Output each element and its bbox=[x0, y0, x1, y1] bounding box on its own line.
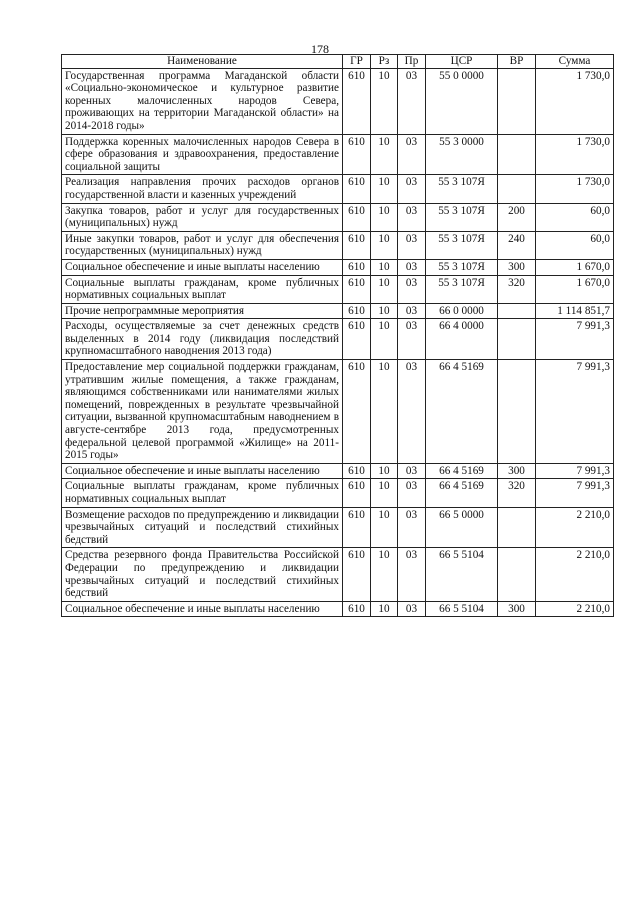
table-row bbox=[62, 601, 614, 617]
cell-name: Реализация направления прочих расходов органов государственной власти и казенных учреждений bbox=[62, 175, 343, 203]
cell-pr: 03 bbox=[398, 319, 426, 360]
cell-gr: 610 bbox=[343, 479, 371, 507]
cell-rz: 10 bbox=[371, 203, 398, 231]
cell-vr bbox=[498, 507, 536, 548]
cell-pr: 03 bbox=[398, 463, 426, 479]
cell-csr: 55 3 0000 bbox=[426, 134, 498, 175]
cell-name: Поддержка коренных малочисленных народов Севера в сфере образования и здравоохранения, предоставление социальной защиты bbox=[62, 134, 343, 175]
cell-sum: 2 210,0 bbox=[536, 507, 614, 548]
cell-gr: 610 bbox=[343, 360, 371, 464]
cell-gr: 610 bbox=[343, 175, 371, 203]
cell-pr: 03 bbox=[398, 134, 426, 175]
table-row bbox=[62, 360, 614, 464]
table-row bbox=[62, 463, 614, 479]
table-row bbox=[62, 203, 614, 231]
cell-rz: 10 bbox=[371, 360, 398, 464]
cell-name: Иные закупки товаров, работ и услуг для обеспечения государственных (муниципальных) нужд bbox=[62, 231, 343, 259]
cell-gr: 610 bbox=[343, 275, 371, 303]
table-row bbox=[62, 507, 614, 548]
cell-pr: 03 bbox=[398, 479, 426, 507]
cell-sum: 7 991,3 bbox=[536, 360, 614, 464]
header-gr: ГР bbox=[343, 55, 371, 69]
header-vr: ВР bbox=[498, 55, 536, 69]
cell-name: Социальные выплаты гражданам, кроме публичных нормативных социальных выплат bbox=[62, 275, 343, 303]
cell-sum: 60,0 bbox=[536, 203, 614, 231]
cell-csr: 55 3 107Я bbox=[426, 231, 498, 259]
cell-vr: 300 bbox=[498, 601, 536, 617]
table-row bbox=[62, 319, 614, 360]
cell-gr: 610 bbox=[343, 134, 371, 175]
table-row bbox=[62, 175, 614, 203]
cell-name: Средства резервного фонда Правительства Российской Федерации по предупреждению и ликвидации чрезвычайных ситуаций и последствий стихийных бедствий bbox=[62, 548, 343, 601]
cell-rz: 10 bbox=[371, 134, 398, 175]
cell-vr: 240 bbox=[498, 231, 536, 259]
cell-vr bbox=[498, 319, 536, 360]
cell-csr: 55 3 107Я bbox=[426, 275, 498, 303]
cell-gr: 610 bbox=[343, 203, 371, 231]
table-body bbox=[62, 68, 614, 617]
cell-gr: 610 bbox=[343, 548, 371, 601]
cell-gr: 610 bbox=[343, 601, 371, 617]
cell-csr: 66 5 0000 bbox=[426, 507, 498, 548]
cell-pr: 03 bbox=[398, 68, 426, 134]
cell-rz: 10 bbox=[371, 303, 398, 319]
cell-sum: 1 730,0 bbox=[536, 68, 614, 134]
table-row bbox=[62, 479, 614, 507]
cell-sum: 1 730,0 bbox=[536, 134, 614, 175]
cell-csr: 55 3 107Я bbox=[426, 175, 498, 203]
cell-vr bbox=[498, 134, 536, 175]
cell-rz: 10 bbox=[371, 319, 398, 360]
cell-vr: 200 bbox=[498, 203, 536, 231]
cell-vr bbox=[498, 303, 536, 319]
cell-rz: 10 bbox=[371, 175, 398, 203]
cell-vr bbox=[498, 68, 536, 134]
cell-pr: 03 bbox=[398, 601, 426, 617]
cell-csr: 66 5 5104 bbox=[426, 601, 498, 617]
cell-rz: 10 bbox=[371, 231, 398, 259]
cell-rz: 10 bbox=[371, 548, 398, 601]
cell-pr: 03 bbox=[398, 275, 426, 303]
cell-csr: 66 4 5169 bbox=[426, 360, 498, 464]
cell-rz: 10 bbox=[371, 463, 398, 479]
table-row bbox=[62, 231, 614, 259]
cell-csr: 66 4 5169 bbox=[426, 479, 498, 507]
cell-vr: 320 bbox=[498, 275, 536, 303]
cell-csr: 66 4 5169 bbox=[426, 463, 498, 479]
cell-name: Социальные выплаты гражданам, кроме публичных нормативных социальных выплат bbox=[62, 479, 343, 507]
cell-csr: 55 3 107Я bbox=[426, 259, 498, 275]
cell-name: Предоставление мер социальной поддержки гражданам, утратившим жилые помещения, а также гражданам, являющимся собственниками или нанимателями жилых помещений, поврежденных в результате чрезвычайной ситуации, вызванной крупномасштабным наводнением в августе-сентябре 2013 года, предусмотренных федеральной целевой программой «Жилище» на 2011-2015 годы» bbox=[62, 360, 343, 464]
cell-sum: 1 670,0 bbox=[536, 259, 614, 275]
cell-rz: 10 bbox=[371, 275, 398, 303]
header-csr: ЦСР bbox=[426, 55, 498, 69]
cell-csr: 55 3 107Я bbox=[426, 203, 498, 231]
budget-table bbox=[61, 54, 614, 617]
cell-csr: 66 5 5104 bbox=[426, 548, 498, 601]
cell-vr bbox=[498, 548, 536, 601]
cell-sum: 7 991,3 bbox=[536, 319, 614, 360]
cell-pr: 03 bbox=[398, 203, 426, 231]
cell-csr: 55 0 0000 bbox=[426, 68, 498, 134]
table-header-row bbox=[62, 55, 614, 69]
cell-name: Государственная программа Магаданской области «Социально-экономическое и культурное развитие коренных малочисленных народов Севера, проживающих на территории Магаданской области» на 2014-2018 годы» bbox=[62, 68, 343, 134]
cell-pr: 03 bbox=[398, 259, 426, 275]
cell-name: Прочие непрограммные мероприятия bbox=[62, 303, 343, 319]
cell-gr: 610 bbox=[343, 231, 371, 259]
page-number: 178 bbox=[311, 42, 329, 56]
cell-vr: 300 bbox=[498, 463, 536, 479]
cell-gr: 610 bbox=[343, 303, 371, 319]
table-row bbox=[62, 134, 614, 175]
cell-name: Расходы, осуществляемые за счет денежных средств выделенных в 2014 году (ликвидация последствий крупномасштабного наводнения 2013 года) bbox=[62, 319, 343, 360]
cell-rz: 10 bbox=[371, 601, 398, 617]
cell-pr: 03 bbox=[398, 507, 426, 548]
table-row bbox=[62, 275, 614, 303]
cell-rz: 10 bbox=[371, 479, 398, 507]
cell-pr: 03 bbox=[398, 175, 426, 203]
header-name: Наименование bbox=[62, 55, 343, 69]
cell-gr: 610 bbox=[343, 68, 371, 134]
cell-vr: 300 bbox=[498, 259, 536, 275]
cell-gr: 610 bbox=[343, 319, 371, 360]
cell-name: Социальное обеспечение и иные выплаты населению bbox=[62, 601, 343, 617]
cell-sum: 1 114 851,7 bbox=[536, 303, 614, 319]
header-sum: Сумма bbox=[536, 55, 614, 69]
table-row bbox=[62, 548, 614, 601]
header-pr: Пр bbox=[398, 55, 426, 69]
cell-name: Социальное обеспечение и иные выплаты населению bbox=[62, 259, 343, 275]
cell-pr: 03 bbox=[398, 231, 426, 259]
cell-csr: 66 0 0000 bbox=[426, 303, 498, 319]
cell-pr: 03 bbox=[398, 303, 426, 319]
cell-rz: 10 bbox=[371, 507, 398, 548]
cell-gr: 610 bbox=[343, 259, 371, 275]
cell-gr: 610 bbox=[343, 507, 371, 548]
cell-vr bbox=[498, 360, 536, 464]
cell-rz: 10 bbox=[371, 68, 398, 134]
table-row bbox=[62, 68, 614, 134]
table-row bbox=[62, 303, 614, 319]
cell-csr: 66 4 0000 bbox=[426, 319, 498, 360]
cell-sum: 7 991,3 bbox=[536, 463, 614, 479]
table-row bbox=[62, 259, 614, 275]
cell-name: Социальное обеспечение и иные выплаты населению bbox=[62, 463, 343, 479]
cell-sum: 1 670,0 bbox=[536, 275, 614, 303]
cell-vr: 320 bbox=[498, 479, 536, 507]
cell-name: Возмещение расходов по предупреждению и ликвидации чрезвычайных ситуаций и последствий стихийных бедствий bbox=[62, 507, 343, 548]
cell-pr: 03 bbox=[398, 360, 426, 464]
cell-sum: 7 991,3 bbox=[536, 479, 614, 507]
cell-sum: 60,0 bbox=[536, 231, 614, 259]
cell-vr bbox=[498, 175, 536, 203]
cell-rz: 10 bbox=[371, 259, 398, 275]
cell-sum: 2 210,0 bbox=[536, 601, 614, 617]
header-rz: Рз bbox=[371, 55, 398, 69]
cell-name: Закупка товаров, работ и услуг для государственных (муниципальных) нужд bbox=[62, 203, 343, 231]
cell-sum: 1 730,0 bbox=[536, 175, 614, 203]
cell-sum: 2 210,0 bbox=[536, 548, 614, 601]
cell-pr: 03 bbox=[398, 548, 426, 601]
cell-gr: 610 bbox=[343, 463, 371, 479]
